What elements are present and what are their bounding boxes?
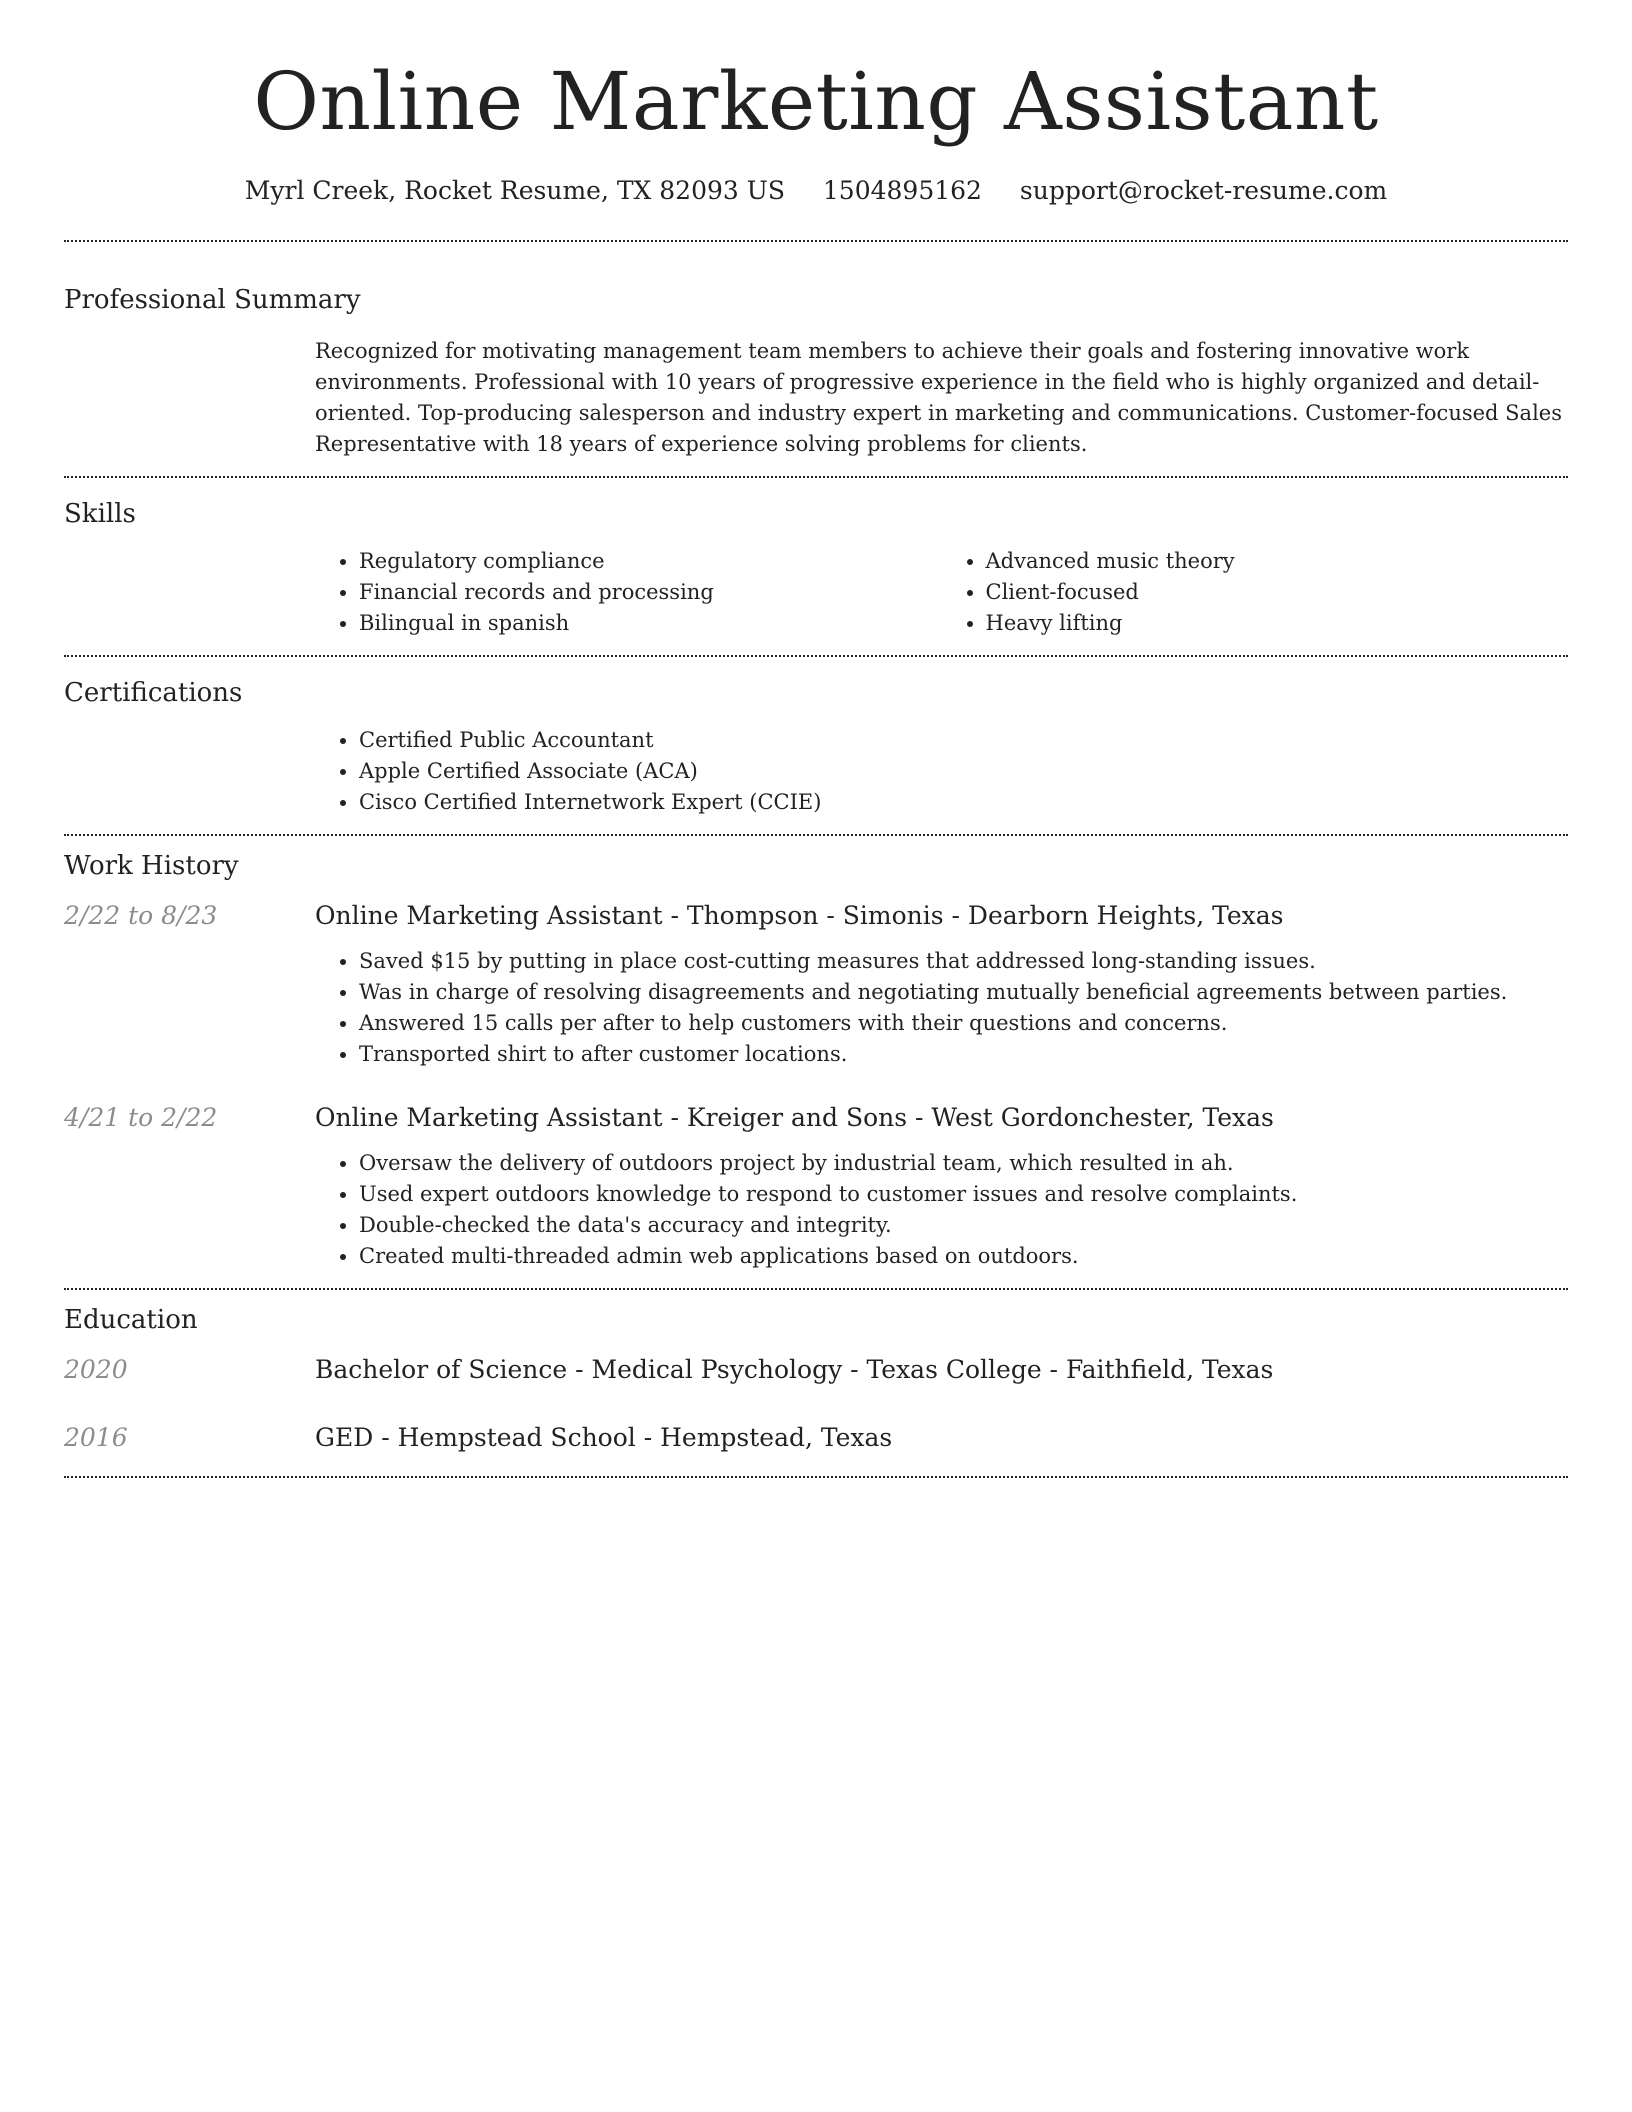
education-title: GED - Hempstead School - Hempstead, Texas: [315, 1423, 893, 1452]
section-title: Certifications: [64, 678, 243, 708]
certifications-list: [315, 725, 1568, 818]
work-bullet: • Oversaw the delivery of outdoors project by industrial team, which resulted in ah.: [359, 1148, 1568, 1179]
work-entry: [64, 898, 1568, 1070]
education-entry-body: [315, 1420, 1568, 1456]
certifications-content: [315, 725, 1568, 818]
skill-item: • Client-focused: [986, 577, 1569, 608]
certification-item: • Certified Public Accountant: [359, 725, 1568, 756]
skill-item: • Regulatory compliance: [359, 546, 942, 577]
contact-address: Myrl Creek, Rocket Resume, TX 82093 US: [244, 176, 785, 205]
work-bullet: • Saved $15 by putting in place cost-cutting measures that addressed long-standing issues.: [359, 946, 1568, 977]
skill-item: • Bilingual in spanish: [359, 608, 942, 639]
skill-item: • Heavy lifting: [986, 608, 1569, 639]
work-bullet: • Created multi-threaded admin web applications based on outdoors.: [359, 1241, 1568, 1272]
section-title: Work History: [64, 851, 239, 881]
work-bullet: • Answered 15 calls per after to help customers with their questions and concerns.: [359, 1008, 1568, 1039]
work-bullet: • Was in charge of resolving disagreements and negotiating mutually beneficial agreements between parties.: [359, 977, 1568, 1008]
divider: [64, 1476, 1568, 1478]
summary-text: Recognized for motivating management team members to achieve their goals and fostering innovative work environments. Professional with 10 years of progressive experience in the field who is highly organized and detail-oriented. Top-producing salesperson and industry expert in marketing and communications. Customer-focused Sales Representative with 18 years of experience solving problems for clients.: [315, 339, 1562, 456]
contact-email: support@rocket-resume.com: [1019, 176, 1388, 205]
candidate-name: Online Marketing Assistant: [253, 55, 1379, 148]
work-bullets: [315, 1148, 1568, 1272]
work-dates: 4/21 to 2/22: [64, 1103, 218, 1132]
certification-item: • Apple Certified Associate (ACA): [359, 756, 1568, 787]
work-history-section: [64, 836, 1568, 1288]
education-entry: [64, 1420, 1568, 1456]
skills-section: [64, 478, 1568, 655]
skill-item: • Financial records and processing: [359, 577, 942, 608]
certification-item: • Cisco Certified Internetwork Expert (CCIE): [359, 787, 1568, 818]
section-title: Professional Summary: [64, 285, 361, 315]
education-year: 2020: [64, 1355, 128, 1384]
work-entry: [64, 1100, 1568, 1272]
work-entry-body: [315, 898, 1568, 1070]
skills-list-right: [942, 546, 1569, 639]
contact-line: [64, 174, 1568, 208]
skills-grid: [315, 546, 1568, 639]
skills-list-left: [315, 546, 942, 639]
work-bullet: • Used expert outdoors knowledge to respond to customer issues and resolve complaints.: [359, 1179, 1568, 1210]
work-entry-body: [315, 1100, 1568, 1272]
education-entry-body: [315, 1352, 1568, 1388]
section-title: Education: [64, 1305, 198, 1335]
work-dates: 2/22 to 8/23: [64, 901, 218, 930]
work-bullet: • Transported shirt to after customer locations.: [359, 1039, 1568, 1070]
education-year: 2016: [64, 1423, 128, 1452]
education-title: Bachelor of Science - Medical Psychology - Texas College - Faithfield, Texas: [315, 1355, 1274, 1384]
certifications-section: [64, 657, 1568, 834]
section-title: Skills: [64, 499, 136, 529]
contact-phone: 1504895162: [822, 176, 982, 205]
resume-header: [64, 0, 1568, 208]
education-section: [64, 1290, 1568, 1476]
summary-section: [64, 242, 1568, 476]
work-bullet: • Double-checked the data's accuracy and integrity.: [359, 1210, 1568, 1241]
education-entry: [64, 1352, 1568, 1388]
work-title: Online Marketing Assistant - Thompson - Simonis - Dearborn Heights, Texas: [315, 901, 1284, 930]
work-bullets: [315, 946, 1568, 1070]
work-title: Online Marketing Assistant - Kreiger and Sons - West Gordonchester, Texas: [315, 1103, 1274, 1132]
skill-item: • Advanced music theory: [986, 546, 1569, 577]
